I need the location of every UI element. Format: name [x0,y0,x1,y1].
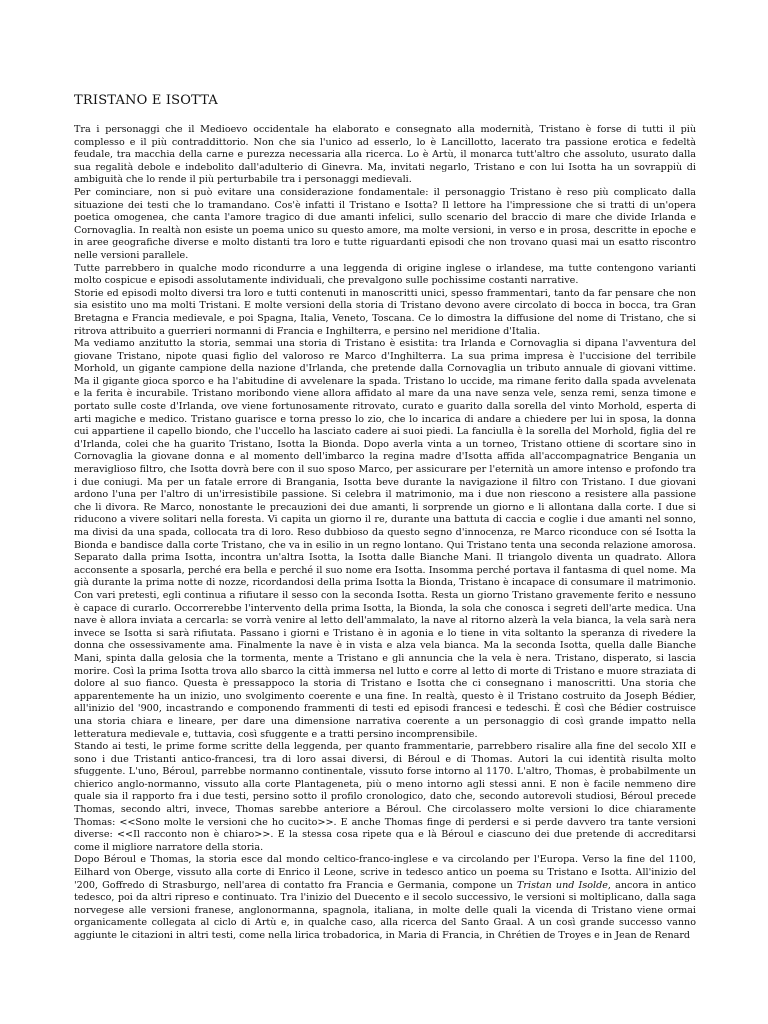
paragraph-intro: Tra i personaggi che il Medioevo occidentale ha elaborato e consegnato alla modernità, Tristano è forse di tutti il più complesso e il più contraddittorio. Non che sia l'unico ad esserlo, lo è Lancillotto, lacerato tra passione erotica e fedeltà feudale, tra macchia della carne e purezza necessaria alla ricerca. Lo è Artù, il monarca tutt'altro che assoluto, usurato dalla sua regalità debole e indebolito dall'adulterio di Ginevra. Ma, invitati negarlo, Tristano e con lui Isotta ha un sovrappiù di ambiguità che lo rende il più perturbabile tra i personaggi medievali. [74,124,696,186]
paragraph-considerazione: Per cominciare, non si può evitare una considerazione fondamentale: il personaggio Tristano è reso più complicato dalla situazione dei testi che lo tramandano. Cos'è infatti il Tristano e Isotta? Il lettore ha l'impressione che si tratti di un'opera poetica omogenea, che canta l'amore tragico di due amanti infelici, sullo scenario del braccio di mare che divide Irlanda e Cornovaglia. In realtà non esiste un poema unico su questo amore, ma molte versioni, in verso e in prosa, descritte in epoche e in aree geografiche diverse e molto distanti tra loro e tutte riguardanti episodi che non trovano quasi mai un esatto riscontro nelle versioni parallele. [74,186,696,261]
work-title-tristan-und-isolde: Tristan und Isolde [517,879,608,891]
paragraph-leggenda-origine: Tutte parrebbero in qualche modo ricondurre a una leggenda di origine inglese o irlandese, ma tutte contengono varianti molto cospicue e episodi assolutamente individuali, che prevalgono sulle pochissime costanti narrative. [74,262,696,287]
paragraph-storia: Ma vediamo anzitutto la storia, semmai una storia di Tristano è esistita: tra Irlanda e Cornovaglia si dipana l'avventura del giovane Tristano, nipote quasi figlio del valoroso re Marco d'Inghilterra. La sua prima impresa è l'uccisione del terribile Morhold, un gigante campione della nazione d'Irlanda, che pretende dalla Cornovaglia un tributo annuale di giovani vittime. Ma il gigante gioca sporco e ha l'abitudine di avvelenare la spada. Tristano lo uccide, ma rimane ferito dalla spada avvelenata e la ferita è incurabile. Tristano moribondo viene allora affidato al mare da una nave senza vele, senza remi, senza timone e portato sulle coste d'Irlanda, ove viene fortunosamente ritrovato, curato e guarito dalla sorella del vinto Morhold, esperta di arti magiche e medico. Tristano guarisce e torna presso lo zio, che lo incarica di andare a chiedere per lui in sposa, la donna cui appartiene il capello biondo, che l'uccello ha lasciato cadere ai suoi piedi. La fanciulla è la sorella del Morhold, figlia del re d'Irlanda, colei che ha guarito Tristano, Isotta la Bionda. Dopo averla vinta a un torneo, Tristano ottiene di scortare sino in Cornovaglia la giovane donna e al momento dell'imbarco la regina madre d'Isotta affida all'accompagnatrice Bengania un meraviglioso filtro, che Isotta dovrà bere con il suo sposo Marco, per assicurare per l'eternità un amore intenso e profondo tra i due coniugi. Ma per un fatale errore di Brangania, Isotta beve durante la navigazione il filtro con Tristano. I due giovani ardono l'una per l'altro di un'irresistibile passione. Si celebra il matrimonio, ma i due non riescono a resistere alla passione che li divora. Re Marco, nonostante le precauzioni dei due amanti, li sorprende un giorno e li allontana dalla corte. I due si riducono a vivere solitari nella foresta. Vi capita un giorno il re, durante una battuta di caccia e coglie i due amanti nel sonno, ma divisi da una spada, collocata tra di loro. Reso dubbioso da questo segno d'innocenza, re Marco riconduce con sé Isotta la Bionda e bandisce dalla corte Tristano, che va in esilio in un regno lontano. Qui Tristano tenta una seconda relazione amorosa. Separato dalla prima Isotta, incontra un'altra Isotta, la Isotta dalle Bianche Mani. Il triangolo diventa un quadrato. Allora acconsente a sposarla, perché era bella e perché il suo nome era Isotta. Insomma perché portava il fantasma di quel nome. Ma già durante la prima notte di nozze, ricordandosi della prima Isotta la Bionda, Tristano è incapace di consumare il matrimonio. Con vari pretesti, egli continua a rifiutare il sesso con la seconda Isotta. Resta un giorno Tristano gravemente ferito e nessuno è capace di curarlo. Occorrerebbe l'intervento della prima Isotta, la Bionda, la sola che conosca i segreti dell'arte medica. Una nave è allora inviata a cercarla: se vorrà venire al letto dell'ammalato, la nave al ritorno alzerà la vela bianca, la vela sarà nera invece se Isotta si sarà rifiutata. Passano i giorni e Tristano è in agonia e lo tiene in vita soltanto la speranza di rivedere la donna che ossessivamente ama. Finalmente la nave è in vista e alza vela bianca. Ma la seconda Isotta, quella dalle Bianche Mani, spinta dalla gelosia che la tormenta, mente a Tristano e gli annuncia che la vela è nera. Tristano, disperato, si lascia morire. Così la prima Isotta trova allo sbarco la città immersa nel lutto e corre al letto di morte di Tristano e muore straziata di dolore al suo fianco. Questa è pressappoco la storia di Tristano e Isotta che ci consegnano i manoscritti. Una storia che apparentemente ha un inizio, uno svolgimento coerente e una fine. In realtà, questo è il Tristano costruito da Joseph Bédier, all'inizio del '900, incastrando e componendo frammenti di testi ed episodi francesi e tedeschi. È così che Bédier costruisce una storia chiara e lineare, per dare una dimensione narrativa coerente a un personaggio di così grande impatto nella letteratura medievale e, tuttavia, così sfuggente e a tratti persino incomprensibile. [74,338,696,740]
paragraph-testi-beroul-thomas: Stando ai testi, le prime forme scritte della leggenda, per quanto frammentarie, parrebbero risalire alla fine del secolo XII e sono i due Tristanti antico-francesi, tra di loro assai diversi, di Béroul e di Thomas. Autori la cui identità risulta molto sfuggente. L'uno, Béroul, parrebbe normanno continentale, vissuto forse intorno al 1170. L'altro, Thomas, è probabilmente un chierico anglo-normanno, vissuto alla corte Plantageneta, più o meno intorno agli stessi anni. E non è facile nemmeno dire quale sia il rapporto fra i due testi, persino sotto il profilo cronologico, dato che, secondo autorevoli studiosi, Béroul precede Thomas, secondo altri, invece, Thomas sarebbe anteriore a Béroul. Che circolassero molte versioni lo dice chiaramente Thomas: <<Sono molte le versioni che ho cucito>>. E anche Thomas finge di perdersi e si perde davvero tra tante versioni diverse: <<Il racconto non è chiaro>>. E la stessa cosa ripete qua e là Béroul e ciascuno dei due pretende di accreditarsi come il migliore narratore della storia. [74,741,696,853]
paragraph-manoscritti: Storie ed episodi molto diversi tra loro e tutti contenuti in manoscritti unici, spesso frammentari, tanto da far pensare che non sia esistito uno ma molti Tristani. E molte versioni della storia di Tristano devono avere circolato di bocca in bocca, tra Gran Bretagna e Francia medievale, e poi Spagna, Italia, Veneto, Toscana. Ce lo dimostra la diffusione del nome di Tristano, che si ritrova attribuito a guerrieri normanni di Francia e Inghilterra, e persino nel meridione d'Italia. [74,287,696,337]
paragraph-diffusione-europa [74,854,696,942]
document-page [74,93,696,943]
paragraph-diffusione-pre: Dopo Béroul e Thomas, la storia esce dal mondo celtico-franco-inglese e va circolando per l'Europa. Verso la fine del 1100, Eilhard von Oberge, vissuto alla corte di Enrico il Leone, scrive in tedesco antico un poema su Tristano e Isotta. All'inizio del '200, Goffredo di Strasburgo, nell'area di contatto fra Francia e Germania, compone un [74,854,696,891]
paragraph-diffusione-post: , ancora in antico tedesco, poi da altri ripreso e continuato. Tra l'inizio del Duecento e il secolo successivo, le versioni si moltiplicano, dalla saga norvegese alle versioni franese, anglonormanna, spagnola, italiana, in molte delle quali la vicenda di Tristano viene ormai organicamente collegata al ciclo di Artù e, in qualche caso, alla ricerca del Santo Graal. A un così grande successo vanno aggiunte le citazioni in altri testi, come nella lirica trobadorica, in Maria di Francia, in Chrétien de Troyes e in Jean de Renard [74,879,696,941]
document-title: TRISTANO E ISOTTA [74,93,218,108]
